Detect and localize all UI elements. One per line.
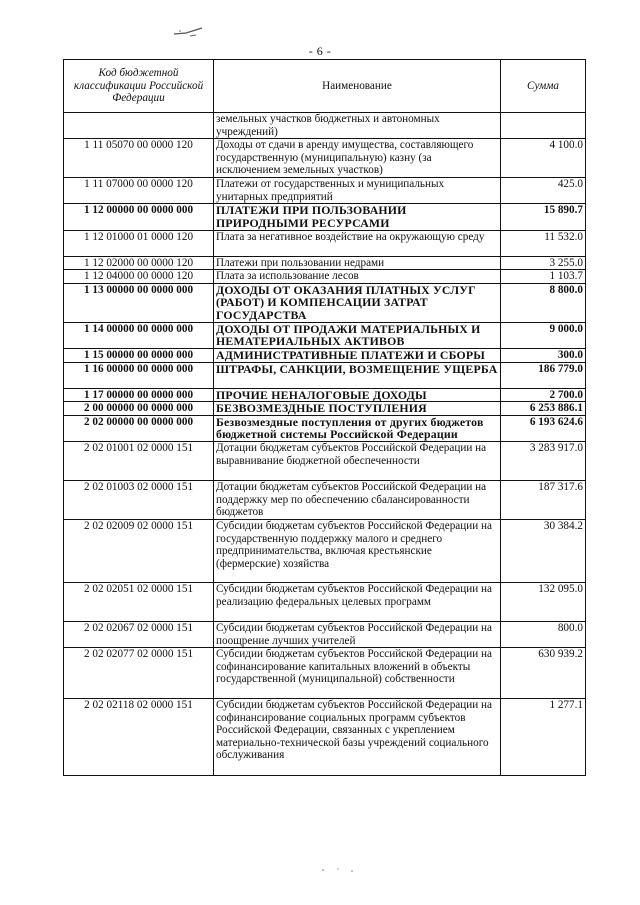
row-code: 2 02 01003 02 0000 151: [64, 480, 214, 519]
page-number: - 6 -: [308, 44, 332, 58]
row-name: АДМИНИСТРАТИВНЫЕ ПЛАТЕЖИ И СБОРЫ: [214, 348, 501, 362]
row-code: [64, 113, 214, 139]
row-code: 1 14 00000 00 0000 000: [64, 322, 214, 348]
row-name: Субсидии бюджетам субъектов Российской Федерации на софинансирование социальных программ субъектов Российской Федерации, связанных с укреплением материально-технической базы учреждений социального обслуживания: [214, 699, 501, 776]
row-sum: 30 384.2: [501, 519, 586, 582]
table-row: [64, 139, 586, 178]
header-name: Наименование: [214, 60, 501, 113]
row-code: 1 13 00000 00 0000 000: [64, 283, 214, 322]
row-code: 2 02 01001 02 0000 151: [64, 441, 214, 480]
row-name: Плата за негативное воздействие на окружающую среду: [214, 230, 501, 256]
row-sum: 425.0: [501, 178, 586, 204]
table-row: [64, 648, 586, 699]
row-code: 1 15 00000 00 0000 000: [64, 348, 214, 362]
table-section-row: [64, 322, 586, 348]
row-name: Субсидии бюджетам субъектов Российской Федерации на софинансирование капитальных вложений в объекты государственной (муниципальной) собственности: [214, 648, 501, 699]
row-name: ДОХОДЫ ОТ ОКАЗАНИЯ ПЛАТНЫХ УСЛУГ (РАБОТ) И КОМПЕНСАЦИИ ЗАТРАТ ГОСУДАРСТВА: [214, 283, 501, 322]
table-row: [64, 441, 586, 480]
table-header-row: [64, 60, 586, 113]
row-sum: 4 100.0: [501, 139, 586, 178]
table-row: [64, 582, 586, 621]
row-name: ПЛАТЕЖИ ПРИ ПОЛЬЗОВАНИИ ПРИРОДНЫМИ РЕСУРСАМИ: [214, 204, 501, 230]
row-sum: 9 000.0: [501, 322, 586, 348]
row-code: 1 12 01000 01 0000 120: [64, 230, 214, 256]
row-code: 1 12 02000 00 0000 120: [64, 256, 214, 270]
row-code: 2 02 00000 00 0000 000: [64, 415, 214, 441]
row-sum: 6 253 886.1: [501, 402, 586, 416]
row-sum: 8 800.0: [501, 283, 586, 322]
row-code: 2 02 02051 02 0000 151: [64, 582, 214, 621]
scan-dots-icon: [320, 866, 356, 874]
table-row: [64, 256, 586, 270]
row-code: 2 02 02077 02 0000 151: [64, 648, 214, 699]
row-sum: 300.0: [501, 348, 586, 362]
row-name: ШТРАФЫ, САНКЦИИ, ВОЗМЕЩЕНИЕ УЩЕРБА: [214, 362, 501, 388]
row-sum: 15 890.7: [501, 204, 586, 230]
table-section-row: [64, 402, 586, 416]
row-name: Доходы от сдачи в аренду имущества, составляющего государственную (муниципальную) казну (за исключением земельных участков): [214, 139, 501, 178]
row-sum: 800.0: [501, 621, 586, 647]
table-section-row: [64, 415, 586, 441]
table-row: [64, 621, 586, 647]
row-name: Безвозмездные поступления от других бюджетов бюджетной системы Российской Федерации: [214, 415, 501, 441]
row-name: ПРОЧИЕ НЕНАЛОГОВЫЕ ДОХОДЫ: [214, 388, 501, 402]
row-code: 1 16 00000 00 0000 000: [64, 362, 214, 388]
row-name: БЕЗВОЗМЕЗДНЫЕ ПОСТУПЛЕНИЯ: [214, 402, 501, 416]
table-section-row: [64, 388, 586, 402]
row-name: Дотации бюджетам субъектов Российской Федерации на выравнивание бюджетной обеспеченности: [214, 441, 501, 480]
row-name: Платежи от государственных и муниципальных унитарных предприятий: [214, 178, 501, 204]
row-name: Дотации бюджетам субъектов Российской Федерации на поддержку мер по обеспечению сбалансированности бюджетов: [214, 480, 501, 519]
table-body: [64, 113, 586, 776]
row-code: 2 02 02009 02 0000 151: [64, 519, 214, 582]
table-row: [64, 519, 586, 582]
scan-mark-icon: [172, 22, 206, 40]
row-code: 2 02 02067 02 0000 151: [64, 621, 214, 647]
table-row: [64, 699, 586, 776]
row-sum: 186 779.0: [501, 362, 586, 388]
table-row: [64, 178, 586, 204]
row-sum: 630 939.2: [501, 648, 586, 699]
row-name: Субсидии бюджетам субъектов Российской Федерации на поощрение лучших учителей: [214, 621, 501, 647]
budget-table: [63, 59, 586, 776]
row-code: 1 12 04000 00 0000 120: [64, 270, 214, 284]
table-row: [64, 480, 586, 519]
row-sum: 2 700.0: [501, 388, 586, 402]
row-sum: 1 277.1: [501, 699, 586, 776]
row-code: 1 12 00000 00 0000 000: [64, 204, 214, 230]
row-name: Платежи при пользовании недрами: [214, 256, 501, 270]
row-sum: 11 532.0: [501, 230, 586, 256]
row-sum: 1 103.7: [501, 270, 586, 284]
header-sum: Сумма: [501, 60, 586, 113]
row-code: 1 11 07000 00 0000 120: [64, 178, 214, 204]
table-section-row: [64, 362, 586, 388]
row-sum: 6 193 624.6: [501, 415, 586, 441]
header-code: Код бюджетной классификации Российской Федерации: [64, 60, 214, 113]
row-code: 1 11 05070 00 0000 120: [64, 139, 214, 178]
table-row: [64, 113, 586, 139]
row-sum: 187 317.6: [501, 480, 586, 519]
table-row: [64, 270, 586, 284]
row-name: ДОХОДЫ ОТ ПРОДАЖИ МАТЕРИАЛЬНЫХ И НЕМАТЕРИАЛЬНЫХ АКТИВОВ: [214, 322, 501, 348]
table-section-row: [64, 283, 586, 322]
row-sum: 3 255.0: [501, 256, 586, 270]
table-row: [64, 230, 586, 256]
row-sum: [501, 113, 586, 139]
row-sum: 132 095.0: [501, 582, 586, 621]
row-code: 2 02 02118 02 0000 151: [64, 699, 214, 776]
row-code: 2 00 00000 00 0000 000: [64, 402, 214, 416]
row-code: 1 17 00000 00 0000 000: [64, 388, 214, 402]
table-section-row: [64, 348, 586, 362]
table-section-row: [64, 204, 586, 230]
row-name: Плата за использование лесов: [214, 270, 501, 284]
row-name: земельных участков бюджетных и автономных учреждений): [214, 113, 501, 139]
row-name: Субсидии бюджетам субъектов Российской Федерации на государственную поддержку малого и среднего предпринимательства, включая крестьянские (фермерские) хозяйства: [214, 519, 501, 582]
row-name: Субсидии бюджетам субъектов Российской Федерации на реализацию федеральных целевых программ: [214, 582, 501, 621]
row-sum: 3 283 917.0: [501, 441, 586, 480]
